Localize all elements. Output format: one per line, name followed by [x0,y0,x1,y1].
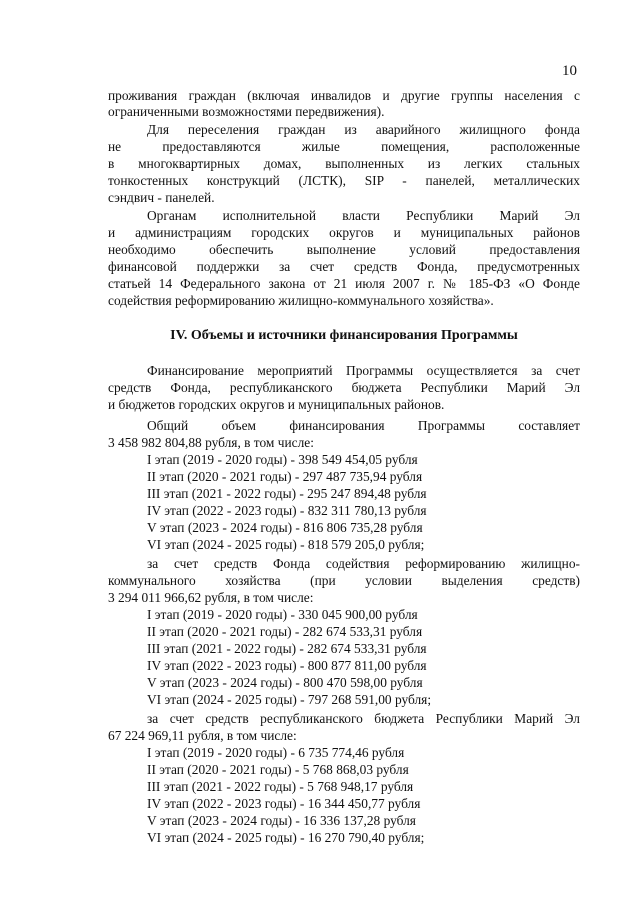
stage-line: IV этап (2022 - 2023 годы) - 16 344 450,77 рубля [147,796,421,811]
text-line: Финансирование мероприятий Программы осуществляется за счет [147,363,580,378]
text-line: 3 294 011 966,62 рубля, в том числе: [108,590,314,605]
text-line: сэндвич - панелей. [108,190,215,205]
text-line: не предоставляются жилые помещения, расположенные [108,139,580,154]
stage-line: V этап (2023 - 2024 годы) - 800 470 598,00 рубля [147,675,423,690]
text-line: за счет средств Фонда содействия реформированию жилищно- [147,556,580,571]
text-line: Общий объем финансирования Программы составляет [147,418,580,433]
stage-line: I этап (2019 - 2020 годы) - 330 045 900,00 рубля [147,607,418,622]
stage-line: VI этап (2024 - 2025 годы) - 818 579 205,0 рубля; [147,537,425,552]
stage-line: I этап (2019 - 2020 годы) - 6 735 774,46 рубля [147,745,405,760]
text-line: и администрациям городских округов и муниципальных районов [108,225,580,240]
stage-line: IV этап (2022 - 2023 годы) - 832 311 780,13 рубля [147,503,427,518]
stage-line: VI этап (2024 - 2025 годы) - 797 268 591,00 рубля; [147,692,432,707]
text-line: ограниченными возможностями передвижения). [108,104,385,119]
text-line: Для переселения граждан из аварийного жилищного фонда [147,122,580,137]
text-line: средств Фонда, республиканского бюджета Республики Марий Эл [108,380,580,395]
stage-line: I этап (2019 - 2020 годы) - 398 549 454,05 рубля [147,452,418,467]
stage-line: V этап (2023 - 2024 годы) - 816 806 735,28 рубля [147,520,423,535]
stage-line: VI этап (2024 - 2025 годы) - 16 270 790,40 рубля; [147,830,425,845]
stage-line: III этап (2021 - 2022 годы) - 282 674 533,31 рубля [147,641,427,656]
text-line: статьей 14 Федерального закона от 21 июля 2007 г. № 185-ФЗ «О Фонде [108,276,580,291]
text-line: коммунального хозяйства (при условии выделения средств) [108,573,580,588]
text-line: Органам исполнительной власти Республики Марий Эл [147,208,580,223]
page-number: 10 [562,63,577,79]
stage-line: II этап (2020 - 2021 годы) - 5 768 868,03 рубля [147,762,409,777]
text-line: необходимо обеспечить выполнение условий предоставления [108,242,580,257]
stage-line: IV этап (2022 - 2023 годы) - 800 877 811,00 рубля [147,658,427,673]
text-line: за счет средств республиканского бюджета Республики Марий Эл [147,711,580,726]
text-line: 67 224 969,11 рубля, в том числе: [108,728,297,743]
stage-line: II этап (2020 - 2021 годы) - 297 487 735,94 рубля [147,469,423,484]
stage-line: III этап (2021 - 2022 годы) - 295 247 894,48 рубля [147,486,427,501]
text-line: тонкостенных конструкций (ЛСТК), SIP - панелей, металлических [108,173,580,188]
text-line: финансовой поддержки за счет средств Фонда, предусмотренных [108,259,580,274]
text-line: в многоквартирных домах, выполненных из легких стальных [108,156,580,171]
section-heading: IV. Объемы и источники финансирования Программы [170,328,518,343]
stage-line: II этап (2020 - 2021 годы) - 282 674 533,31 рубля [147,624,423,639]
text-line: содействия реформированию жилищно-коммунального хозяйства». [108,293,494,308]
stage-line: V этап (2023 - 2024 годы) - 16 336 137,28 рубля [147,813,416,828]
text-line: и бюджетов городских округов и муниципальных районов. [108,397,445,412]
text-line: проживания граждан (включая инвалидов и другие группы населения с [108,88,580,103]
text-line: 3 458 982 804,88 рубля, в том числе: [108,435,314,450]
stage-line: III этап (2021 - 2022 годы) - 5 768 948,17 рубля [147,779,414,794]
